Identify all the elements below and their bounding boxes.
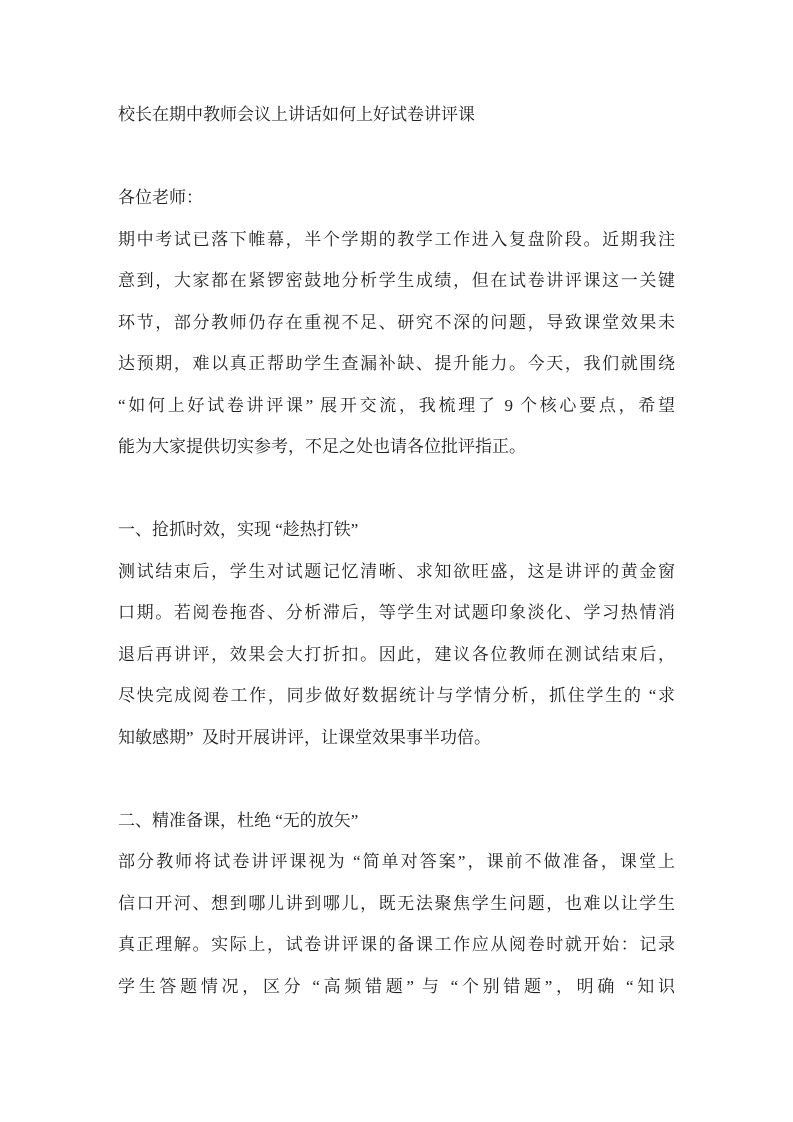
- document-title: 校长在期中教师会议上讲话如何上好试卷讲评课: [118, 105, 475, 124]
- blank-line: [118, 758, 675, 800]
- intro-paragraph-line: 能为大家提供切实参考，不足之处也请各位批评指正。: [118, 437, 526, 456]
- intro-paragraph-line: 期中考试已落下帷幕，半个学期的教学工作进入复盘阶段。近期我注: [118, 229, 675, 249]
- section-paragraph-line: 信口开河、想到哪儿讲到哪儿，既无法聚焦学生问题，也难以让学生: [118, 893, 675, 913]
- section-paragraph-line: 尽快完成阅卷工作，同步做好数据统计与学情分析，抓住学生的 “求: [118, 686, 675, 705]
- intro-paragraph-line: 环节，部分教师仍存在重视不足、研究不深的问题，导致课堂效果未: [118, 312, 675, 332]
- intro-paragraph-line: 意到，大家都在紧锣密鼓地分析学生成绩，但在试卷讲评课这一关键: [118, 271, 675, 290]
- section-paragraph-line: 测试结束后，学生对试题记忆清晰、求知欲旺盛，这是讲评的黄金窗: [118, 561, 675, 581]
- blank-line: [118, 136, 675, 178]
- salutation-line: 各位老师：: [118, 188, 203, 207]
- section-paragraph-line: 学生答题情况，区分 “高频错题” 与 “个别错题”，明确 “知识: [118, 976, 675, 996]
- section-paragraph-line: 口期。若阅卷拖沓、分析滞后，等学生对试题印象淡化、学习热情消: [118, 603, 675, 622]
- blank-line: [118, 468, 675, 510]
- section-paragraph-line: 真正理解。实际上，试卷讲评课的备课工作应从阅卷时就开始：记录: [118, 935, 675, 954]
- intro-paragraph-line: “如何上好试卷讲评课” 展开交流，我梳理了 9 个核心要点，希望: [118, 395, 675, 415]
- section-paragraph-line: 知敏感期” 及时开展讲评，让课堂效果事半功倍。: [118, 727, 492, 747]
- intro-paragraph-line: 达预期，难以真正帮助学生查漏补缺、提升能力。今天，我们就围绕: [118, 354, 675, 373]
- section-heading: 一、抢抓时效，实现 “趁热打铁”: [118, 520, 359, 539]
- section-paragraph-line: 退后再讲评，效果会大打折扣。因此，建议各位教师在测试结束后，: [118, 644, 675, 664]
- section-paragraph-line: 部分教师将试卷讲评课视为 “简单对答案”，课前不做准备，课堂上: [118, 852, 675, 871]
- section-heading: 二、精准备课，杜绝 “无的放矢”: [118, 810, 359, 830]
